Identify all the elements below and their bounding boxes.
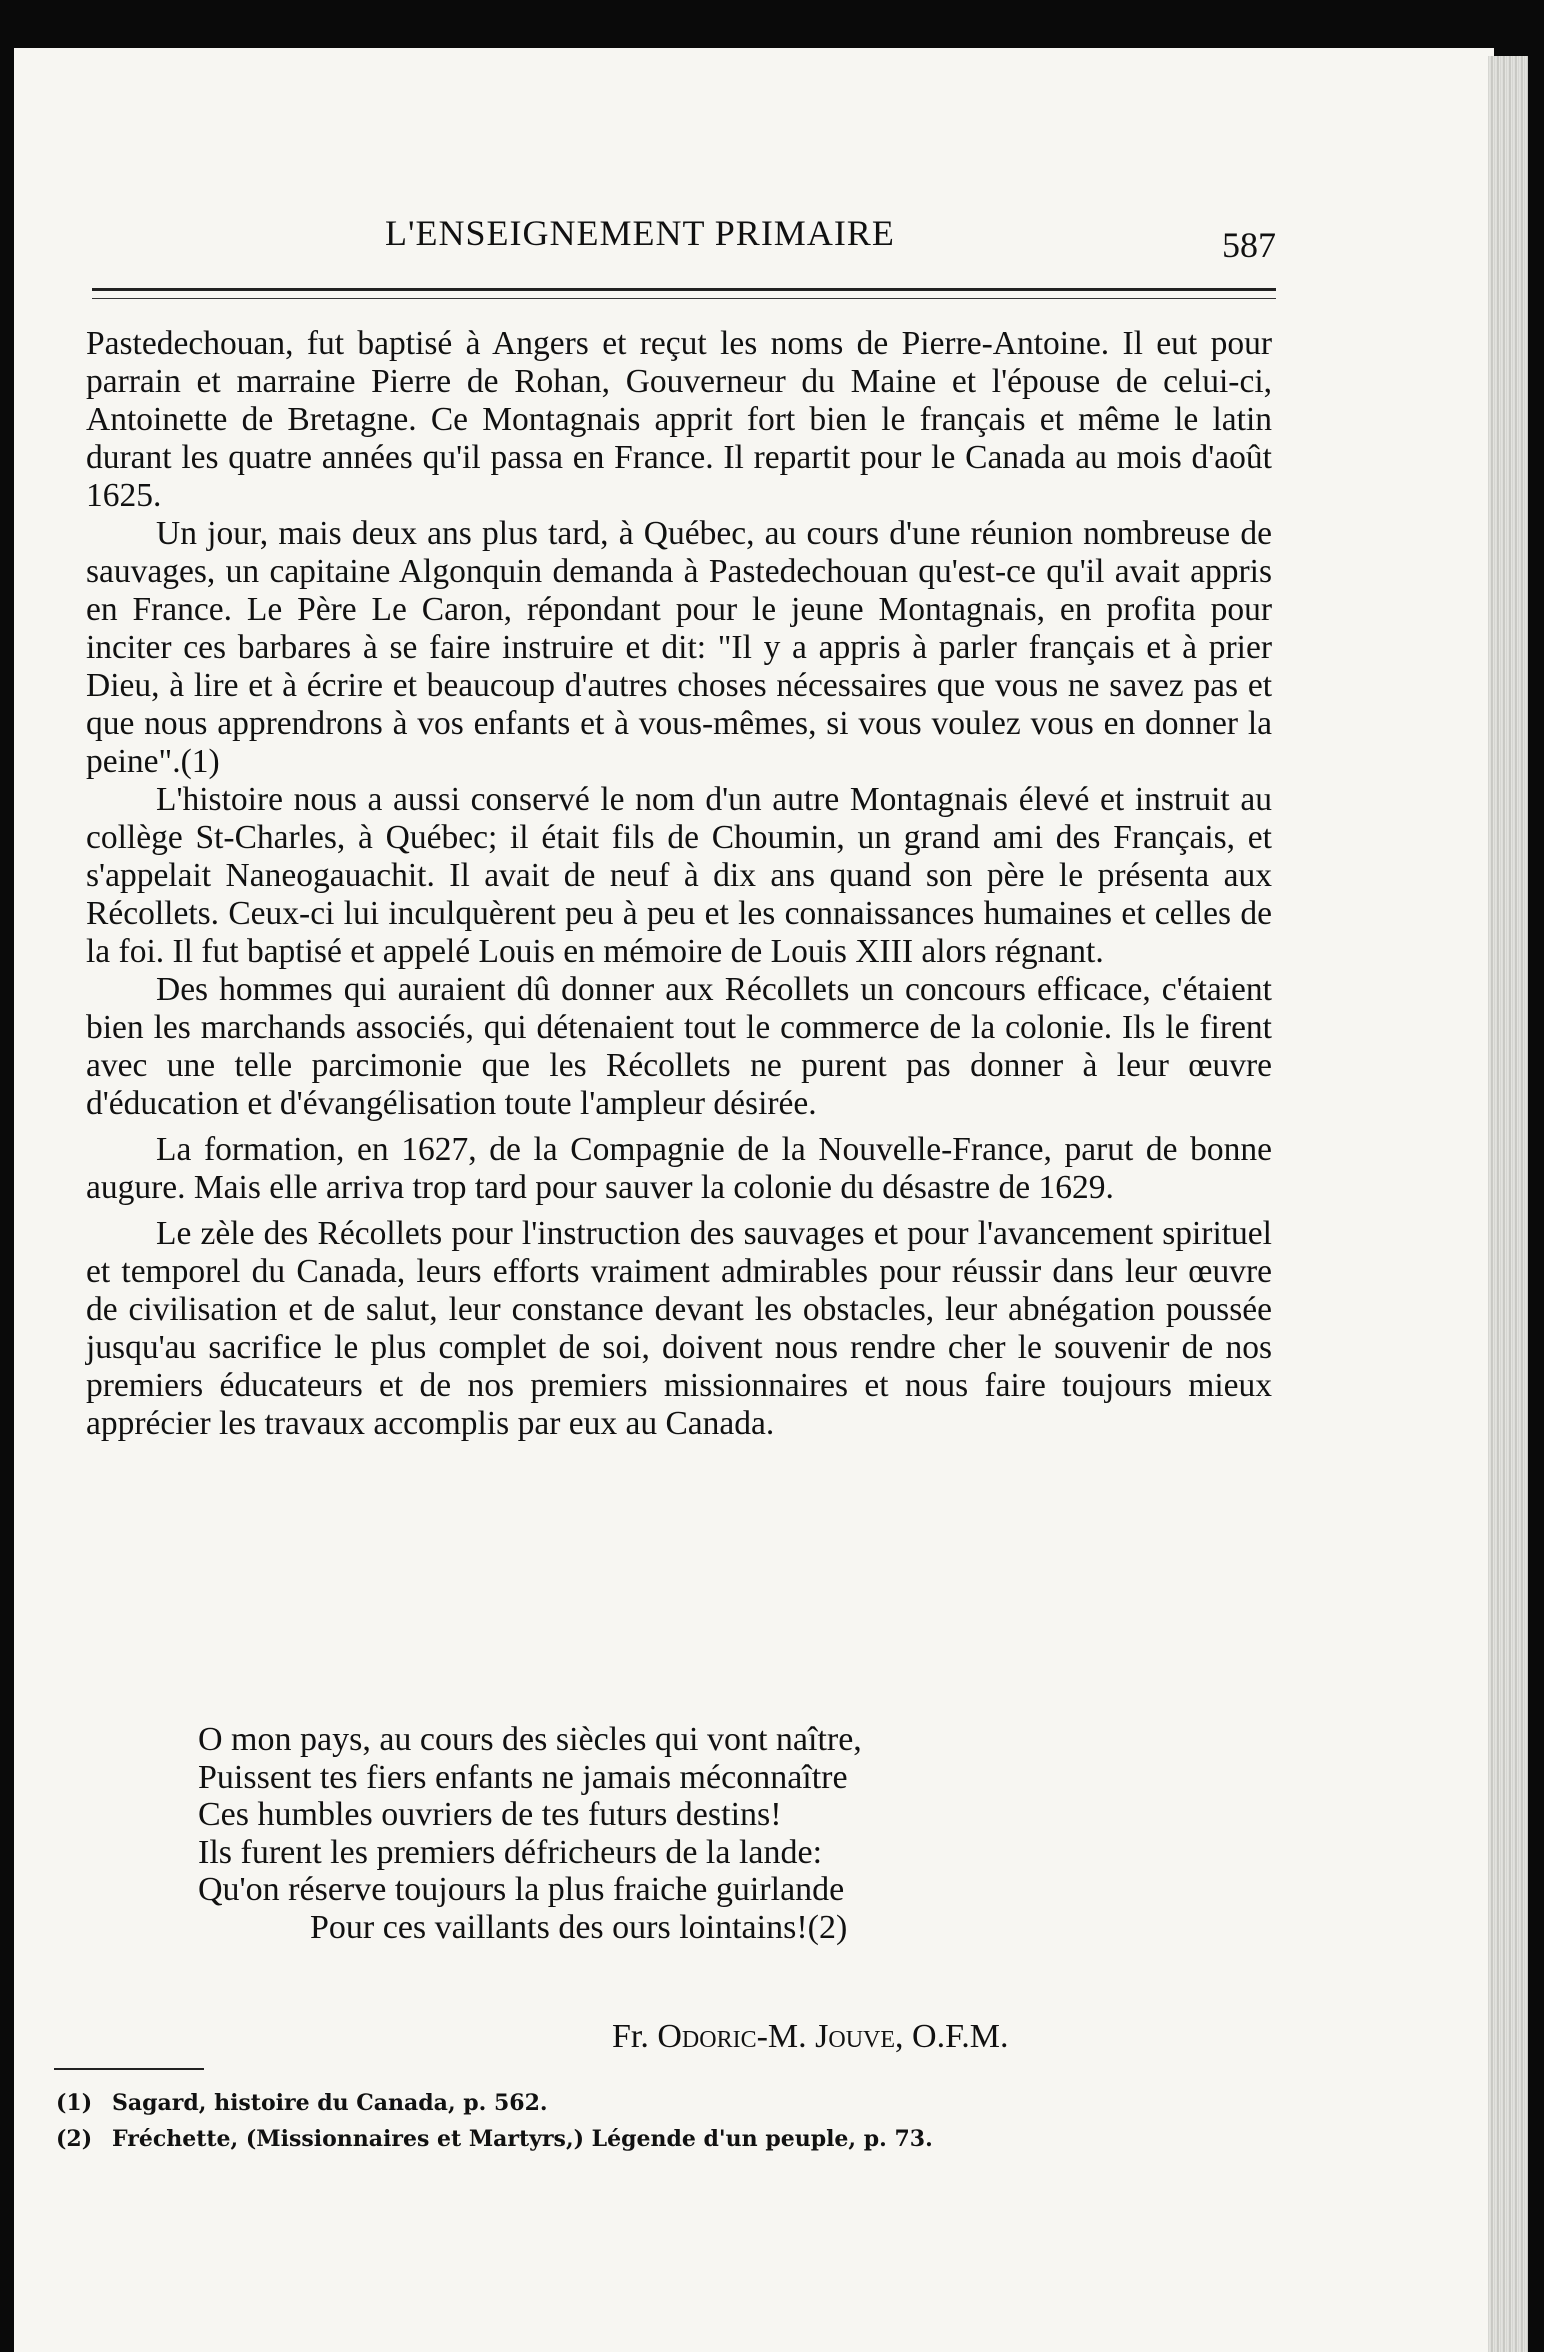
signature-suffix: , O.F.M. — [895, 2018, 1009, 2055]
poem-line-2: Puissent tes fiers enfants ne jamais méconnaître — [198, 1758, 848, 1796]
signature-first-name: Odoric — [657, 2018, 757, 2055]
paragraph-3: L'histoire nous a aussi conservé le nom d'un autre Montagnais élevé et instruit au collège St-Charles, à Québec; il était fils de Choumin, un grand ami des Français, et s'appelait Naneogauachit. Il avait de neuf à dix ans quand son père le présenta aux Récollets. Ceux-ci lui inculquèrent peu à peu et les connaissances humaines et celles de la foi. Il fut baptisé et appelé Louis en mémoire de Louis XIII alors régnant. — [86, 781, 1272, 970]
poem-line-5: Qu'on réserve toujours la plus fraiche guirlande — [198, 1871, 845, 1908]
poem — [198, 1721, 862, 1946]
signature-prefix: Fr. — [612, 2018, 658, 2055]
poem-line-6: Pour ces vaillants des ours lointains!(2) — [310, 1908, 848, 1946]
paragraph-5: La formation, en 1627, de la Compagnie de la Nouvelle-France, parut de bonne augure. Mais elle arriva trop tard pour sauver la colonie du désastre de 1629. — [86, 1131, 1272, 1206]
page-number: 587 — [1222, 225, 1276, 265]
page-stack-edge — [1488, 56, 1528, 2352]
footnote-1-text: Sagard, histoire du Canada, p. 562. — [112, 2090, 548, 2116]
footnote-2 — [56, 2121, 933, 2157]
footnote-1-mark: (1) — [56, 2090, 93, 2116]
header-rule-thin — [92, 298, 1276, 299]
paragraph-2: Un jour, mais deux ans plus tard, à Québec, au cours d'une réunion nombreuse de sauvages, un capitaine Algonquin demanda à Pastedechouan qu'est-ce qu'il avait appris en France. Le Père Le Caron, répondant pour le jeune Montagnais, en profita pour inciter ces barbares à se faire instruire et dit: "Il y a appris à parler français et à prier Dieu, à lire et à écrire et beaucoup d'autres choses nécessaires que vous ne savez pas et que nous apprendrons à vos enfants et à vous-mêmes, si vous voulez vous en donner la peine".(1) — [86, 515, 1272, 780]
running-header-title: L'ENSEIGNEMENT PRIMAIRE — [385, 213, 895, 253]
poem-line-4: Ils furent les premiers défricheurs de la lande: — [198, 1833, 823, 1871]
footnotes — [56, 2085, 933, 2157]
header-rule-thick — [92, 288, 1276, 291]
paragraph-4: Des hommes qui auraient dû donner aux Récollets un concours efficace, c'étaient bien les marchands associés, qui détenaient tout le commerce de la colonie. Ils le firent avec une telle parcimonie que les Récollets ne purent pas donner à leur œuvre d'éducation et d'évangélisation toute l'ampleur désirée. — [86, 971, 1272, 1122]
signature-last-name: Jouve — [815, 2018, 896, 2055]
paragraph-6: Le zèle des Récollets pour l'instruction des sauvages et pour l'avancement spirituel et temporel du Canada, leurs efforts vraiment admirables pour réussir dans leur œuvre de civilisation et de salut, leur constance devant les obstacles, leur abnégation poussée jusqu'au sacrifice le plus complet de soi, doivent nous rendre cher le souvenir de nos premiers éducateurs et de nos premiers missionnaires et nous faire toujours mieux apprécier les travaux accomplis par eux au Canada. — [86, 1215, 1272, 1442]
poem-line-1: O mon pays, au cours des siècles qui vont naître, — [198, 1721, 862, 1758]
poem-line-3: Ces humbles ouvriers de tes futurs destins! — [198, 1796, 782, 1833]
paragraph-1: Pastedechouan, fut baptisé à Angers et reçut les noms de Pierre-Antoine. Il eut pour parrain et marraine Pierre de Rohan, Gouverneur du Maine et l'épouse de celui-ci, Antoinette de Bretagne. Ce Montagnais apprit fort bien le français et même le latin durant les quatre années qu'il passa en France. Il repartit pour le Canada au mois d'août 1625. — [86, 325, 1272, 514]
author-signature — [612, 2018, 1009, 2056]
footnote-rule — [54, 2068, 204, 2070]
footnote-1 — [56, 2085, 933, 2121]
footnote-2-text: Fréchette, (Missionnaires et Martyrs,) Légende d'un peuple, p. 73. — [112, 2126, 933, 2152]
signature-middle: -M. — [756, 2018, 816, 2055]
body-text — [86, 325, 1272, 1443]
footnote-2-mark: (2) — [56, 2126, 93, 2152]
